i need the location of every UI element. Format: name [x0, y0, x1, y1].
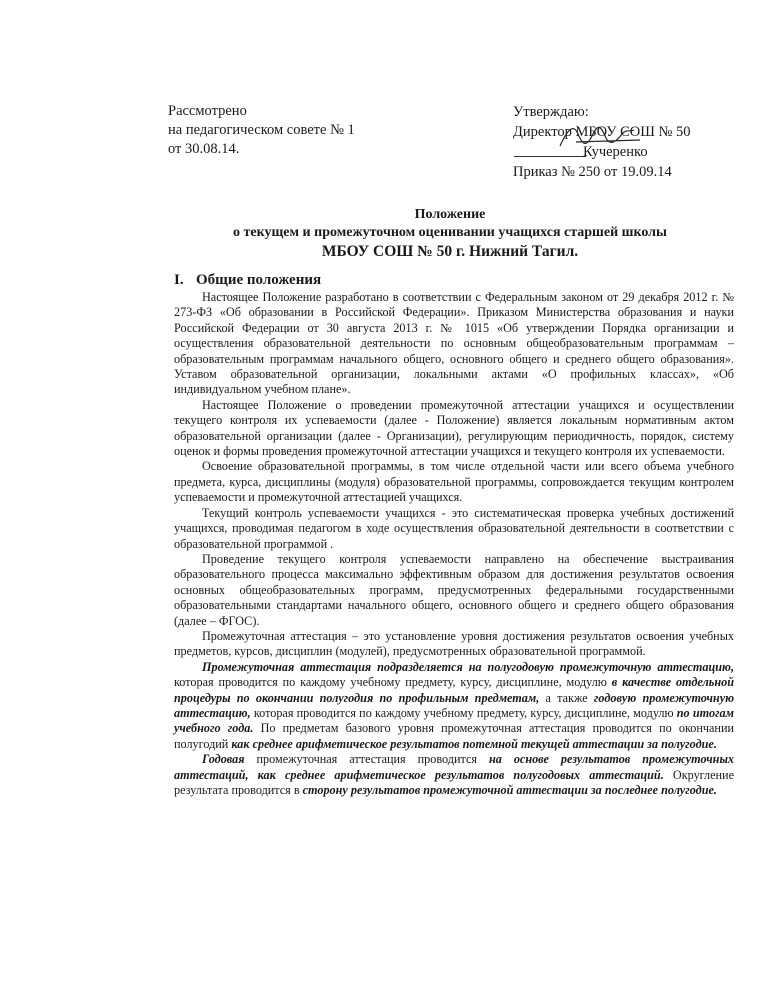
paragraph-text: Округление результата проводится в [174, 767, 734, 797]
document-body [174, 290, 734, 798]
council-date: от 30.08.14. [168, 141, 240, 157]
director-label: Директор МБОУ СОШ № 50 [513, 124, 691, 140]
emphasis-text: как среднее арифметическое результатов потемной текущей аттестации за полугодие. [231, 736, 717, 751]
paragraph-text: По предметам базового уровня промежуточная аттестация проводится по окончании полугодий [174, 721, 734, 751]
paragraph: Проведение текущего контроля успеваемости направлено на обеспечение выстраивания образовательного процесса максимально эффективным образом для достижения результатов освоения основных общеобразовательных программ, предусмотренных федеральными государственными образовательными стандартами начального общего, основного общего и среднего общего образования (далее – ФГОС). [174, 551, 734, 628]
handwritten-signature-icon [556, 120, 646, 154]
paragraph [174, 660, 734, 752]
emphasis-text: Годовая [202, 752, 245, 767]
section-number: I. [174, 272, 184, 288]
title-line-3: МБОУ СОШ № 50 г. Нижний Тагил. [321, 243, 579, 260]
emphasis-text: по итогам учебного года. [174, 705, 734, 736]
paragraph: Промежуточная аттестация – это установление уровня достижения результатов освоения учебных предметов, курсов, дисциплин (модулей), предусмотренных образовательной программой. [174, 628, 734, 659]
paragraph-text: промежуточная аттестация проводится [244, 752, 489, 767]
order-label: Приказ № 250 от 19.09.14 [513, 164, 672, 180]
emphasis-text: сторону результатов промежуточной аттестации за последнее полугодие. [302, 783, 717, 797]
emphasis-text: годовую промежуточную аттестацию, [174, 690, 735, 720]
approve-label: Утверждаю: [513, 104, 589, 120]
director-name: Кучеренко [583, 144, 648, 160]
paragraph: Освоение образовательной программы, в том числе отдельной части или всего объема учебного предмета, курса, дисциплины (модуля) образовательной программы, сопровождается текущим контролем успеваемости и промежуточной аттестацией учащихся. [174, 459, 734, 505]
section-heading [174, 272, 321, 289]
paragraph-text: которая проводится по каждому учебному предмету, курсу, дисциплине, модулю [174, 675, 612, 690]
paragraph-text: которая проводится по каждому учебному предмету, курсу, дисциплине, модулю [250, 705, 677, 720]
emphasis-text: в качестве отдельной процедуры по окончании полугодия по профильным предметам, [174, 675, 734, 705]
paragraph: Настоящее Положение о проведении промежуточной аттестации учащихся и осуществлении текущего контроля их успеваемости (далее - Положение) является локальным нормативным актом образовательной организации (далее - Организации), регулирующим периодичность, порядок, систему оценок и формы проведения промежуточной аттестации учащихся и текущего контроля их успеваемости. [174, 397, 734, 459]
title-line-1: Положение [414, 207, 486, 222]
paragraph-text: а также [539, 690, 594, 705]
paragraph: Текущий контроль успеваемости учащихся - это систематическая проверка учебных достижений учащихся, проводимая педагогом в ходе осуществления образовательной деятельности в соответствии с образовательной программой . [174, 505, 734, 551]
title-line-2: о текущем и промежуточном оценивании учащихся старшей школы [233, 225, 667, 240]
document-title [150, 206, 750, 262]
signature-line [514, 156, 586, 157]
approval-block-left [168, 102, 428, 159]
emphasis-text: Промежуточная аттестация подразделяется на полугодовую промежуточную аттестацию, [202, 659, 734, 674]
section-title: Общие положения [196, 272, 322, 288]
paragraph [174, 752, 734, 798]
council-label: на педагогическом совете № 1 [168, 122, 355, 138]
reviewed-label: Рассмотрено [168, 103, 247, 119]
emphasis-text: на основе результатов промежуточных аттестаций, как среднее арифметическое результатов полугодовых аттестаций. [174, 752, 734, 782]
paragraph: Настоящее Положение разработано в соответствии с Федеральным законом от 29 декабря 2012 г. № 273-ФЗ «Об образовании в Российской Федерации». Приказом Министерства образования и науки Российской Федерации от 30 августа 2013 г. № 1015 «Об утверждении Порядка организации и осуществления образовательной деятельности по основным общеобразовательным программам – образовательным программам начального общего, основного общего и среднего общего образования». Уставом образовательной организации, локальными актами «О профильных классах», «Об индивидуальном учебном плане». [174, 290, 734, 397]
